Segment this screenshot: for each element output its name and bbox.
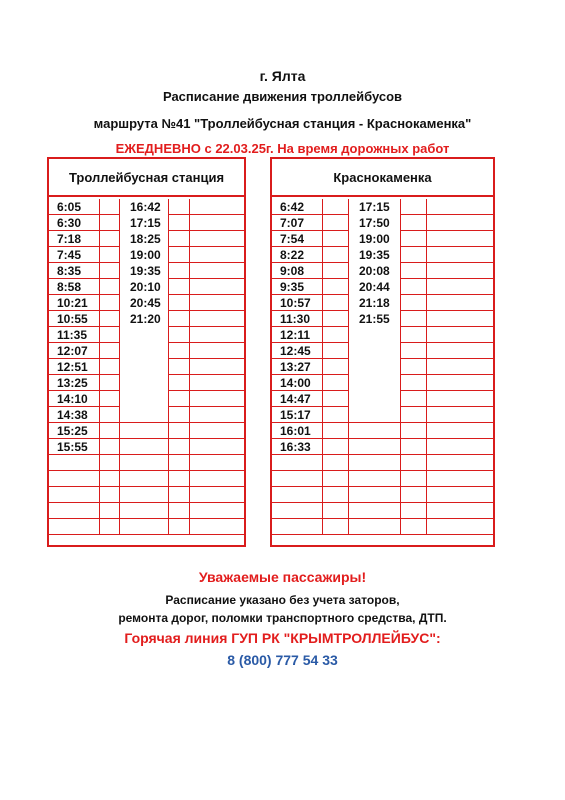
- departure-time: 16:42: [130, 200, 161, 214]
- disclaimer-line-1: Расписание указано без учета заторов,: [165, 593, 400, 607]
- city-title: г. Ялта: [259, 68, 306, 84]
- departure-time: 7:54: [280, 232, 305, 246]
- departure-time: 15:17: [280, 408, 311, 422]
- departure-time: 11:35: [57, 328, 88, 342]
- table-row: [49, 487, 244, 503]
- table-row: [49, 407, 244, 423]
- departure-time: 20:10: [130, 280, 161, 294]
- departure-time: 10:21: [57, 296, 88, 310]
- departure-time: 11:30: [280, 312, 311, 326]
- departure-time: 16:01: [280, 424, 311, 438]
- departure-time: 14:10: [57, 392, 88, 406]
- departure-time: 15:25: [57, 424, 88, 438]
- departure-time: 7:07: [280, 216, 305, 230]
- right-timetable: [270, 157, 495, 547]
- table-row: [49, 455, 244, 471]
- disclaimer-line-2: ремонта дорог, поломки транспортного средства, ДТП.: [118, 611, 447, 625]
- evening-departures: [120, 199, 168, 407]
- departure-time: 12:45: [280, 344, 311, 358]
- departure-time: 7:18: [57, 232, 82, 246]
- table-row: [49, 439, 244, 455]
- departure-time: 19:35: [359, 248, 390, 262]
- table-row: [49, 503, 244, 519]
- table-row: [272, 407, 493, 423]
- right-heading: Краснокаменка: [272, 159, 493, 197]
- column-divider: [168, 199, 169, 535]
- departure-time: 16:33: [280, 440, 311, 454]
- column-divider: [99, 199, 100, 535]
- column-divider: [322, 199, 323, 535]
- departure-time: 13:27: [280, 360, 311, 374]
- departure-time: 14:47: [280, 392, 311, 406]
- departure-time: 7:45: [57, 248, 82, 262]
- route-title: маршрута №41 "Троллейбусная станция - Краснокаменка": [93, 116, 472, 131]
- departure-time: 19:00: [359, 232, 390, 246]
- left-timetable: [47, 157, 246, 547]
- departure-time: 17:50: [359, 216, 390, 230]
- departure-time: 21:55: [359, 312, 390, 326]
- departure-time: 20:45: [130, 296, 161, 310]
- right-grid: [272, 199, 493, 535]
- departure-time: 12:11: [280, 328, 311, 342]
- validity-note: ЕЖЕДНЕВНО с 22.03.25г. На время дорожных работ: [115, 141, 450, 156]
- departure-time: 6:30: [57, 216, 82, 230]
- departure-time: 18:25: [130, 232, 161, 246]
- departure-time: 9:08: [280, 264, 305, 278]
- table-row: [272, 487, 493, 503]
- evening-departures: [349, 199, 400, 407]
- departure-time: 8:58: [57, 280, 82, 294]
- departure-time: 12:07: [57, 344, 88, 358]
- departure-time: 20:44: [359, 280, 390, 294]
- hotline-phone: 8 (800) 777 54 33: [227, 652, 338, 668]
- departure-time: 14:00: [280, 376, 311, 390]
- left-heading: Троллейбусная станция: [49, 159, 244, 197]
- hotline-label: Горячая линия ГУП РК "КРЫМТРОЛЛЕЙБУС":: [124, 630, 441, 646]
- passenger-greeting: Уважаемые пассажиры!: [198, 569, 367, 585]
- departure-time: 17:15: [130, 216, 161, 230]
- table-row: [49, 471, 244, 487]
- column-divider: [400, 199, 401, 535]
- departure-time: 6:42: [280, 200, 305, 214]
- departure-time: 21:18: [359, 296, 390, 310]
- departure-time: 9:35: [280, 280, 305, 294]
- departure-time: 21:20: [130, 312, 161, 326]
- table-row: [49, 423, 244, 439]
- departure-time: 13:25: [57, 376, 88, 390]
- departure-time: 8:35: [57, 264, 82, 278]
- table-row: [272, 423, 493, 439]
- departure-time: 15:55: [57, 440, 88, 454]
- departure-time: 17:15: [359, 200, 390, 214]
- schedule-title: Расписание движения троллейбусов: [162, 89, 403, 104]
- departure-time: 19:00: [130, 248, 161, 262]
- departure-time: 10:55: [57, 312, 88, 326]
- departure-time: 6:05: [57, 200, 82, 214]
- departure-time: 8:22: [280, 248, 305, 262]
- column-divider: [189, 199, 190, 535]
- table-row: [272, 503, 493, 519]
- table-row: [272, 455, 493, 471]
- departure-time: 12:51: [57, 360, 88, 374]
- left-grid: [49, 199, 244, 535]
- table-row: [272, 471, 493, 487]
- table-row: [49, 519, 244, 535]
- departure-time: 20:08: [359, 264, 390, 278]
- table-row: [272, 519, 493, 535]
- column-divider: [426, 199, 427, 535]
- departure-time: 10:57: [280, 296, 311, 310]
- departure-time: 14:38: [57, 408, 88, 422]
- departure-time: 19:35: [130, 264, 161, 278]
- table-row: [272, 439, 493, 455]
